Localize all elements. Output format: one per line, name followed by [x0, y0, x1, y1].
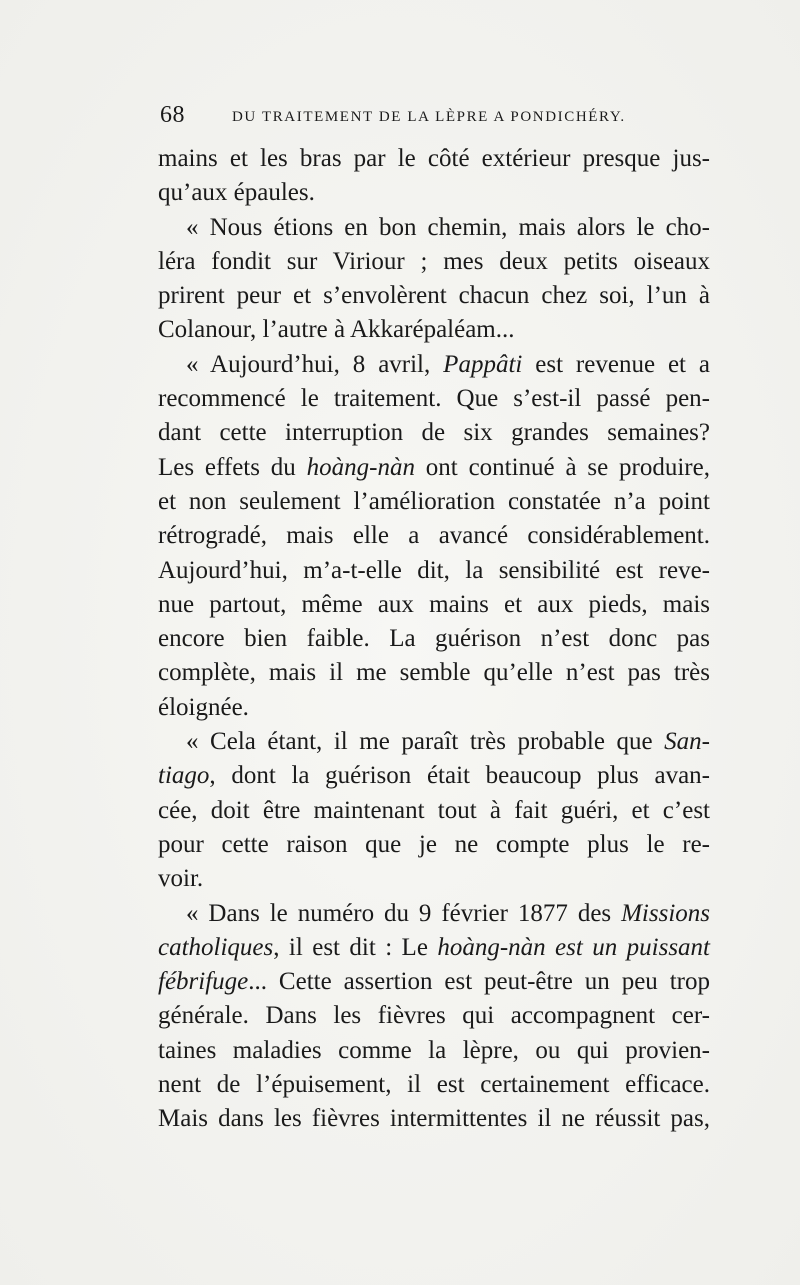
text-line: et non seulement l’amélioration constatée n’a point [158, 487, 710, 515]
text-line: nent de l’épuisement, il est certainement efficace. [158, 1071, 710, 1099]
text-line: Colanour, l’autre à Akkarépaléam... [158, 316, 515, 344]
text-line: recommencé le traitement. Que s’est-il passé pen- [158, 385, 710, 413]
text-line: catholiques, il est dit : Le hoàng-nàn est un puissant [158, 933, 710, 961]
running-title: DU TRAITEMENT DE LA LÈPRE A PONDICHÉRY. [232, 109, 626, 125]
text-line: Aujourd’hui, m’a-t-elle dit, la sensibilité est reve- [158, 556, 710, 584]
text-line: léra fondit sur Viriour ; mes deux petits oiseaux [158, 247, 710, 275]
text-line: voir. [158, 865, 204, 893]
text-line: prirent peur et s’envolèrent chacun chez soi, l’un à [158, 282, 710, 310]
text-line: éloignée. [158, 693, 249, 721]
text-line: fébrifuge... Cette assertion est peut-être un peu trop [158, 968, 710, 996]
text-line: encore bien faible. La guérison n’est donc pas [158, 625, 710, 653]
text-line: « Cela étant, il me paraît très probable que San- [186, 728, 710, 756]
text-line: complète, mais il me semble qu’elle n’est pas très [158, 659, 710, 687]
text-line: « Nous étions en bon chemin, mais alors le cho- [186, 213, 710, 241]
text-line: pour cette raison que je ne compte plus le re- [158, 830, 710, 858]
text-line: « Dans le numéro du 9 février 1877 des Missions [186, 899, 710, 927]
text-line: dant cette interruption de six grandes semaines? [158, 419, 710, 447]
text-line: nue partout, même aux mains et aux pieds, mais [158, 590, 710, 618]
text-line: générale. Dans les fièvres qui accompagnent cer- [158, 1002, 710, 1030]
text-line: qu’aux épaules. [158, 179, 315, 207]
text-line: mains et les bras par le côté extérieur presque jus- [158, 145, 710, 172]
text-line: « Aujourd’hui, 8 avril, Pappâti est revenue et a [186, 350, 710, 378]
text-line: tiago, dont la guérison était beaucoup plus avan- [158, 762, 710, 790]
running-head [160, 102, 710, 132]
page-number: 68 [160, 102, 185, 128]
text-line: rétrogradé, mais elle a avancé considérablement. [158, 522, 710, 550]
text-line: cée, doit être maintenant tout à fait guéri, et c’est [158, 796, 710, 824]
body-text [158, 142, 710, 1137]
text-line: Les effets du hoàng-nàn ont continué à se produire, [158, 453, 710, 481]
text-line: taines maladies comme la lèpre, ou qui provien- [158, 1036, 710, 1064]
text-line: Mais dans les fièvres intermittentes il ne réussit pas, [158, 1105, 710, 1133]
